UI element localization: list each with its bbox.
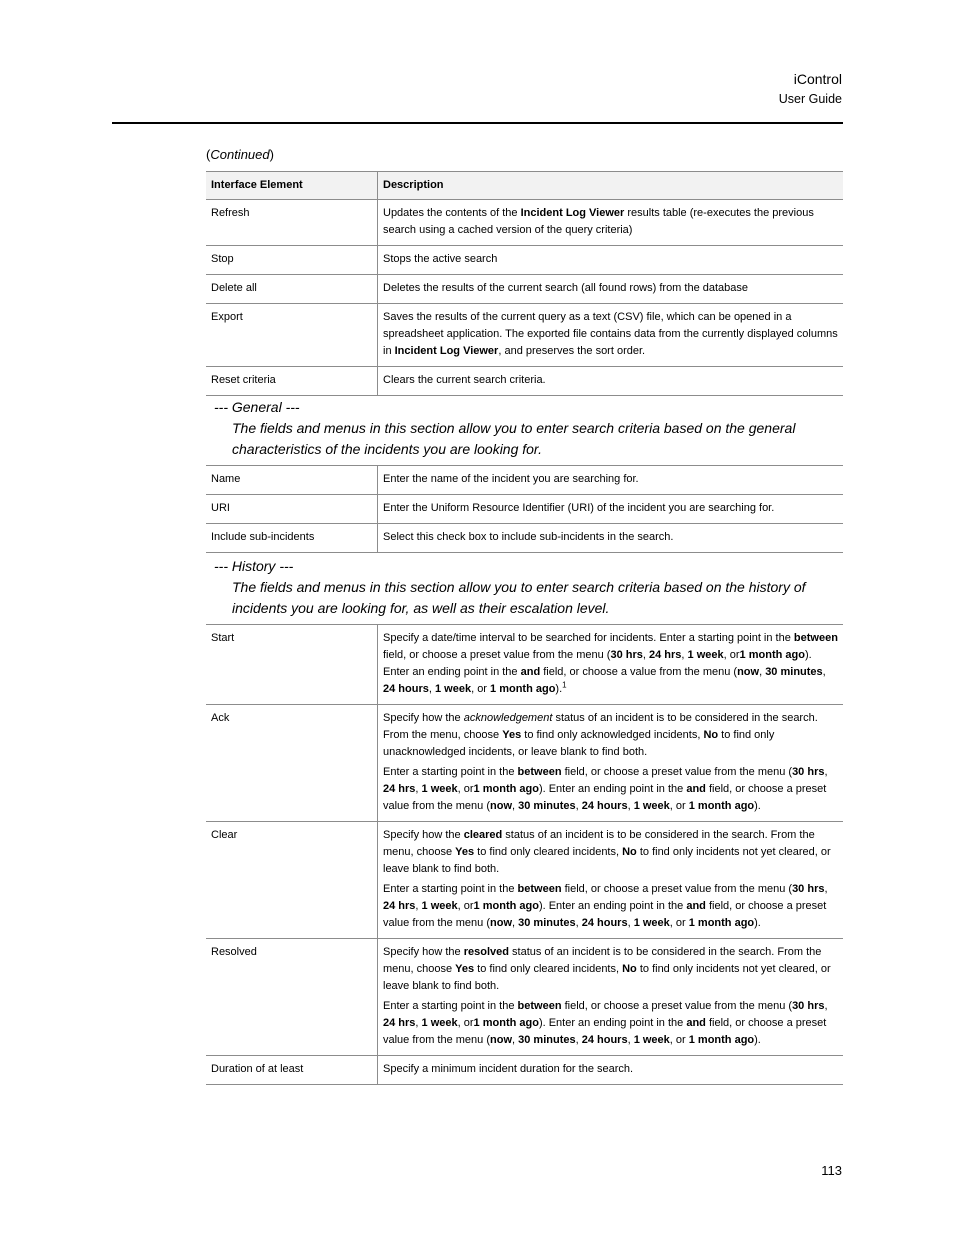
table-row (206, 822, 843, 939)
description-text: Deletes the results of the current search (all found rows) from the database (383, 282, 749, 294)
description-text: to find only incidents not yet cleared, or leave blank to find both. (383, 846, 831, 875)
description-paragraph (383, 1061, 838, 1078)
description-cell (378, 625, 844, 705)
description-text: between (517, 883, 562, 895)
description-cell (378, 495, 844, 524)
description-text: Enter a starting point in the (383, 766, 518, 778)
description-text: No (703, 729, 719, 741)
description-text: , (627, 800, 634, 812)
description-text: 1 month ago (473, 1017, 539, 1029)
description-text: ). Enter an ending point in the (538, 783, 687, 795)
description-text: between (517, 1000, 562, 1012)
description-cell (378, 705, 844, 822)
description-paragraph (383, 251, 838, 268)
description-text: ). (754, 917, 761, 929)
description-text: to find only acknowledged incidents, (521, 729, 704, 741)
description-paragraph (383, 372, 838, 389)
interface-element-cell: Export (206, 304, 378, 367)
description-paragraph (383, 471, 838, 488)
interface-element-cell: Clear (206, 822, 378, 939)
section-history (214, 556, 814, 619)
description-text: , (642, 649, 649, 661)
interface-element-cell: Name (206, 466, 378, 495)
description-text: 24 hrs (383, 900, 416, 912)
description-text: Specify a date/time interval to be searched for incidents. Enter a starting point in the (383, 632, 794, 644)
description-text: , (512, 1034, 519, 1046)
description-text: and (686, 783, 706, 795)
description-text: , (627, 1034, 634, 1046)
interface-element-cell: Resolved (206, 939, 378, 1056)
description-text: ). Enter an ending point in the (538, 900, 687, 912)
description-text: , (822, 666, 826, 678)
description-text: Enter the Uniform Resource Identifier (URI) of the incident you are searching for. (383, 502, 775, 514)
description-text: No (622, 963, 637, 975)
description-cell (378, 304, 844, 367)
description-text: ). Enter an ending point in the (383, 649, 812, 678)
description-text: 30 hrs (610, 649, 643, 661)
description-text: 1 month ago (473, 783, 539, 795)
section-general-text: The fields and menus in this section allow you to enter search criteria based on the general characteristics of the incidents you are looking for. (232, 420, 796, 457)
interface-element-cell: Ack (206, 705, 378, 822)
description-paragraph (383, 205, 838, 239)
description-text: acknowledgement (463, 712, 553, 724)
description-cell (378, 367, 844, 396)
description-text: Enter the name of the incident you are searching for. (383, 473, 639, 485)
description-text: 1 month ago (739, 649, 805, 661)
table-row (206, 495, 843, 524)
description-cell (378, 939, 844, 1056)
description-text: and (520, 666, 541, 678)
description-text: Specify how the (383, 712, 464, 724)
description-text: 1 month ago (688, 1034, 755, 1046)
description-text: , (428, 683, 435, 695)
header-description: Description (378, 172, 844, 200)
description-text: now (737, 666, 760, 678)
interface-element-cell: Start (206, 625, 378, 705)
description-text: , or (457, 900, 474, 912)
table-row (206, 705, 843, 822)
description-text: Saves the results of the current query as a text (CSV) file, which can be opened in a spreadsheet application. The exported file contains data from the currently displayed columns in (383, 311, 838, 357)
interface-element-cell: Refresh (206, 200, 378, 246)
description-cell (378, 524, 844, 553)
description-paragraph (383, 881, 838, 932)
header-rule (112, 122, 843, 124)
description-paragraph (383, 529, 838, 546)
description-text: Enter a starting point in the (383, 883, 518, 895)
description-text: field, or choose a value from the menu ( (540, 666, 738, 678)
interface-element-cell: Stop (206, 246, 378, 275)
description-text: 1 week (633, 917, 670, 929)
description-text: , (627, 917, 634, 929)
description-cell (378, 275, 844, 304)
description-text: Specify a minimum incident duration for the search. (383, 1063, 634, 1075)
description-text: 1 week (421, 900, 458, 912)
description-text: 1 week (421, 1017, 458, 1029)
description-text: to find only cleared incidents, (474, 846, 623, 858)
description-text: field, or choose a preset value from the menu ( (561, 766, 793, 778)
section-history-title: --- History --- (214, 558, 294, 574)
description-text: ). (754, 800, 761, 812)
description-text: , (512, 800, 519, 812)
description-text: 1 week (421, 783, 458, 795)
description-text: 24 hours (383, 683, 429, 695)
description-text: , (824, 766, 828, 778)
description-text: , (575, 800, 582, 812)
description-text: , (681, 649, 688, 661)
description-text: 1 month ago (490, 683, 556, 695)
table-row (206, 367, 843, 396)
interface-element-cell: URI (206, 495, 378, 524)
description-text: now (490, 917, 512, 929)
description-text: 24 hours (581, 800, 628, 812)
table-row (206, 246, 843, 275)
description-text: Select this check box to include sub-incidents in the search. (383, 531, 674, 543)
description-text: between (517, 766, 562, 778)
description-cell (378, 1056, 844, 1085)
interface-table-history (206, 624, 843, 1085)
description-text: , (575, 1034, 582, 1046)
interface-element-cell: Include sub-incidents (206, 524, 378, 553)
section-general (214, 397, 814, 460)
table-row (206, 524, 843, 553)
description-text: between (793, 632, 838, 644)
description-text: to find only incidents not yet cleared, or leave blank to find both. (383, 963, 831, 992)
description-text: Specify how the (383, 829, 464, 841)
description-paragraph (383, 710, 838, 761)
description-text: 1 month ago (688, 917, 755, 929)
header-subtitle: User Guide (778, 92, 842, 106)
description-text: ). (555, 683, 563, 695)
table-header-row (206, 172, 843, 200)
description-text: , or (723, 649, 740, 661)
description-text: Yes (455, 963, 475, 975)
description-text: 30 minutes (518, 917, 576, 929)
description-text: results table (re-executes the previous search using a cached version of the query criteria) (383, 207, 814, 236)
description-text: 1 week (434, 683, 472, 695)
description-text: cleared (463, 829, 503, 841)
description-text: status of an incident is to be considered in the search. From the menu, choose (383, 829, 815, 858)
description-text: field, or choose a preset value from the menu ( (383, 783, 827, 812)
description-text: Incident Log Viewer (520, 207, 625, 219)
description-paragraph (383, 280, 838, 297)
description-text: now (490, 1034, 512, 1046)
description-paragraph (383, 309, 838, 360)
description-text: , or (457, 783, 474, 795)
description-text: , (824, 883, 828, 895)
description-text: 30 hrs (792, 883, 825, 895)
description-text: and (686, 1017, 706, 1029)
description-text: Enter a starting point in the (383, 1000, 518, 1012)
description-paragraph (383, 998, 838, 1049)
description-text: resolved (463, 946, 509, 958)
description-text: to find only unacknowledged incidents, or leave blank to find both. (383, 729, 775, 758)
description-text: 30 minutes (518, 1034, 576, 1046)
description-text: ). (754, 1034, 761, 1046)
description-text: , (759, 666, 766, 678)
description-text: field, or choose a preset value from the menu ( (383, 1017, 827, 1046)
continued-label: (Continued) (206, 147, 274, 162)
description-text: 1 week (633, 1034, 670, 1046)
description-text: , (415, 900, 422, 912)
description-text: Updates the contents of the (383, 207, 521, 219)
description-text: , or (471, 683, 491, 695)
interface-table-general (206, 465, 843, 553)
description-text: , (575, 917, 582, 929)
description-text: Clears the current search criteria. (383, 374, 546, 386)
table-row (206, 1056, 843, 1085)
description-text: 30 hrs (792, 1000, 825, 1012)
description-text: , and preserves the sort order. (498, 345, 646, 357)
table-row (206, 200, 843, 246)
description-text: No (622, 846, 637, 858)
description-text: Specify how the (383, 946, 464, 958)
description-text: ). Enter an ending point in the (538, 1017, 687, 1029)
description-paragraph (383, 827, 838, 878)
description-text: , (512, 917, 519, 929)
description-text: status of an incident is to be considered in the search. From the menu, choose (383, 712, 818, 741)
description-paragraph (383, 944, 838, 995)
interface-element-cell: Duration of at least (206, 1056, 378, 1085)
table-row (206, 939, 843, 1056)
description-text: 24 hrs (383, 1017, 416, 1029)
description-text: 24 hours (581, 917, 628, 929)
description-text: now (490, 800, 512, 812)
description-text: field, or choose a preset value from the menu ( (383, 900, 827, 929)
description-text: field, or choose a preset value from the menu ( (561, 883, 793, 895)
description-text: field, or choose a preset value from the menu ( (561, 1000, 793, 1012)
description-paragraph (383, 630, 838, 698)
description-text: 24 hours (581, 1034, 628, 1046)
description-text: to find only cleared incidents, (474, 963, 623, 975)
page-number: 113 (821, 1163, 842, 1178)
header-title: iControl (793, 71, 842, 87)
description-text: 30 hrs (792, 766, 825, 778)
description-text: , or (457, 1017, 474, 1029)
description-text: 1 week (687, 649, 724, 661)
interface-element-cell: Reset criteria (206, 367, 378, 396)
description-text: 1 month ago (688, 800, 755, 812)
description-text: field, or choose a preset value from the menu ( (383, 649, 611, 661)
description-text: 30 minutes (518, 800, 576, 812)
description-text: , or (669, 917, 689, 929)
description-cell (378, 246, 844, 275)
footnote-mark: 1 (562, 680, 567, 690)
description-text: 24 hrs (649, 649, 682, 661)
description-text: Yes (502, 729, 522, 741)
description-cell (378, 200, 844, 246)
description-text: Stops the active search (383, 253, 498, 265)
section-history-text: The fields and menus in this section allow you to enter search criteria based on the history of incidents you are looking for, as well as their escalation level. (232, 579, 806, 616)
interface-table-top (206, 171, 843, 396)
table-row (206, 466, 843, 495)
table-row (206, 625, 843, 705)
description-text: Incident Log Viewer (394, 345, 499, 357)
description-text: , or (669, 1034, 689, 1046)
table-row (206, 304, 843, 367)
description-text: 24 hrs (383, 783, 416, 795)
section-general-title: --- General --- (214, 399, 300, 415)
description-text: , (824, 1000, 828, 1012)
description-text: 1 month ago (473, 900, 539, 912)
description-text: Yes (455, 846, 475, 858)
table-row (206, 275, 843, 304)
description-text: , (415, 1017, 422, 1029)
description-paragraph (383, 500, 838, 517)
description-text: 1 week (633, 800, 670, 812)
interface-element-cell: Delete all (206, 275, 378, 304)
description-text: and (686, 900, 706, 912)
description-cell (378, 822, 844, 939)
description-text: , (415, 783, 422, 795)
description-paragraph (383, 764, 838, 815)
description-cell (378, 466, 844, 495)
description-text: 30 minutes (765, 666, 823, 678)
description-text: status of an incident is to be considered in the search. From the menu, choose (383, 946, 822, 975)
header-interface-element: Interface Element (206, 172, 378, 200)
description-text: , or (669, 800, 689, 812)
